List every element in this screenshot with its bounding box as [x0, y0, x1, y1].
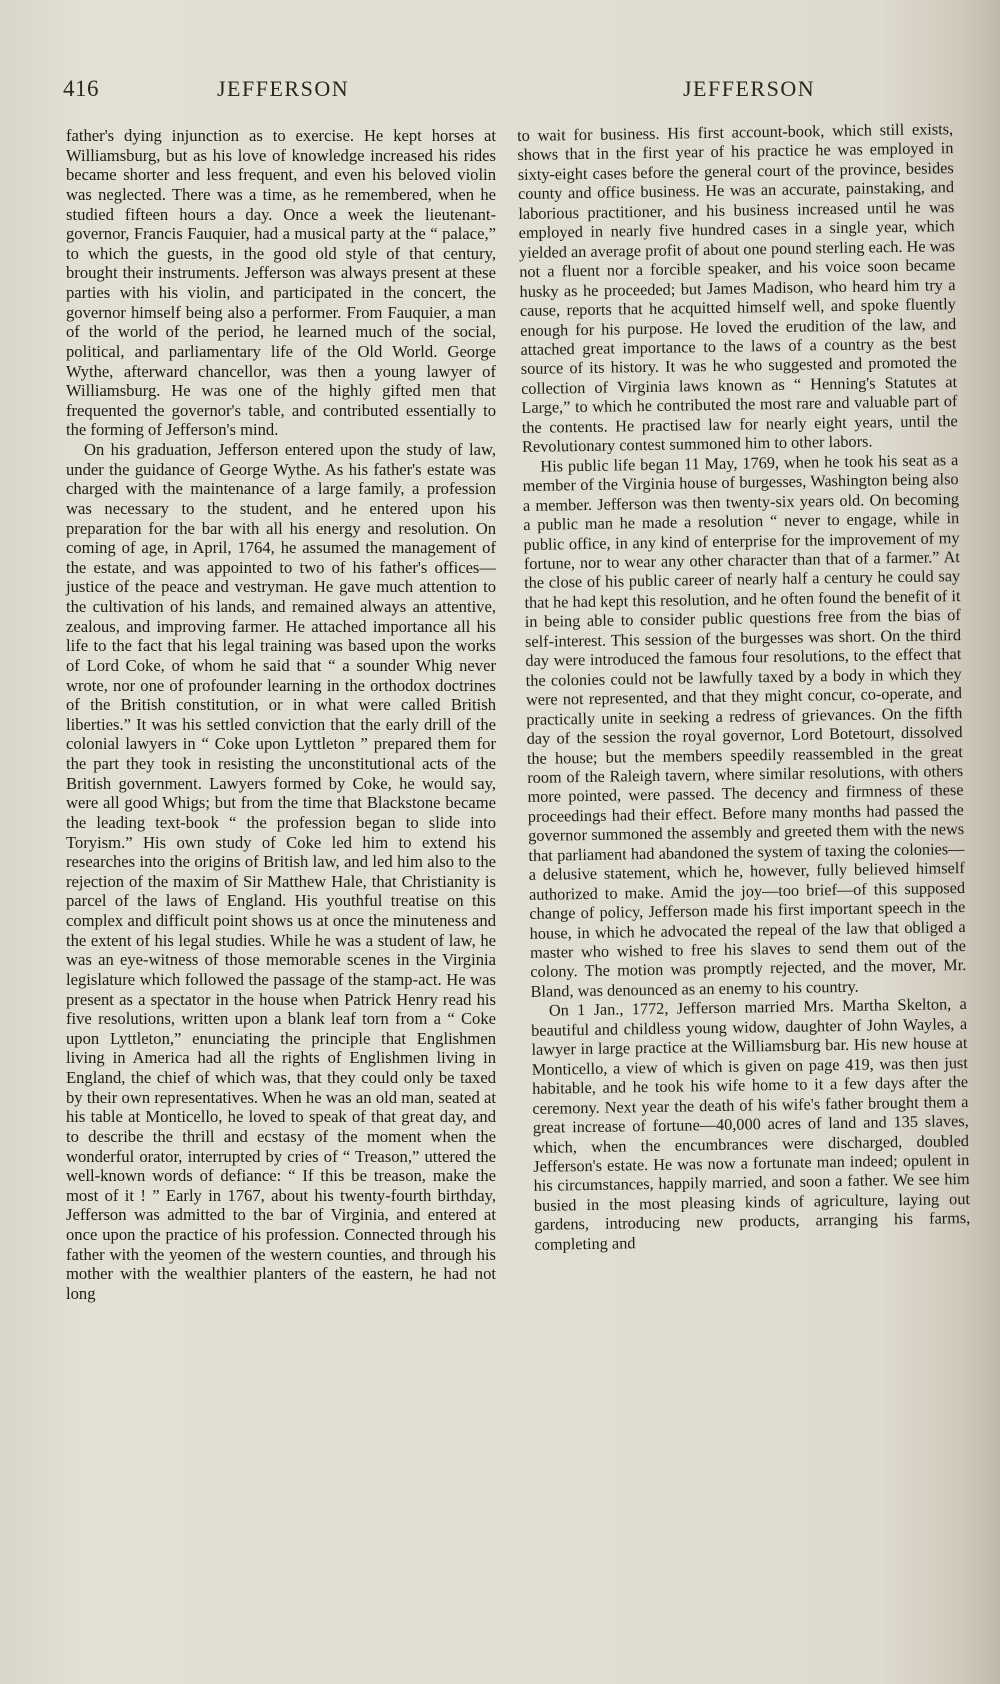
- left-text-column: [66, 126, 496, 1304]
- running-head-right: JEFFERSON: [683, 76, 816, 101]
- page-number: 416: [63, 76, 99, 101]
- right-paragraph-3: On 1 Jan., 1772, Jefferson married Mrs. Martha Skelton, a beautiful and childless young widow, daughter of John Wayles, a lawyer in large practice at the Williamsburg bar. His new house at Monticello, a view of which is given on page 419, was then just habitable, and he took his wife home to it a few days after the ceremony. Next year the death of his wife's father brought them a great increase of fortune—40,000 acres of land and 135 slaves, which, when the encumbrances were discharged, doubled Jefferson's estate. He was now a fortunate man indeed; opulent in his circumstances, happily married, and soon a father. We see him busied in the most pleasing kinds of agriculture, laying out gardens, introducing new products, arranging his farms, completing and: [531, 994, 971, 1254]
- right-paragraph-1: to wait for business. His first account-book, which still exists, shows that in the first year of his practice he was employed in sixty-eight cases before the general court of the province, besides county and office business. He was an accurate, painstaking, and laborious practitioner, and his business increased until he was employed in nearly five hundred cases in a single year, which yielded an average profit of about one pound sterling each. He was not a fluent nor a forcible speaker, and his voice soon became husky as he proceeded; but James Madison, who heard him try a cause, reports that he acquitted himself well, and spoke fluently enough for his purpose. He loved the erudition of the law, and attached great importance to the laws of a country as the best source of its history. It was he who suggested and promoted the collection of Virginia laws known as “ Henning's Statutes at Large,” to which he contributed the most rare and valuable part of the contents. He practised law for nearly eight years, until the Revolutionary contest summoned him to other labors.: [517, 119, 958, 457]
- left-paragraph-2: On his graduation, Jefferson entered upon the study of law, under the guidance of George Wythe. As his father's estate was charged with the maintenance of a large family, a profession was necessary to the student, and he entered upon his preparation for the bar with all his energy and resolution. On coming of age, in April, 1764, he assumed the management of the estate, and was appointed to two of his father's offices—justice of the peace and vestryman. He gave much attention to the cultivation of his lands, and remained always an attentive, zealous, and improving farmer. He attached importance all his life to the fact that his legal training was based upon the works of Lord Coke, of whom he said that “ a sounder Whig never wrote, nor one of profounder learning in the orthodox doctrines of the British constitution, or in what were called British liberties.” It was his settled conviction that the early drill of the colonial lawyers in “ Coke upon Lyttleton ” prepared them for the part they took in resisting the unconstitutional acts of the British government. Lawyers formed by Coke, he would say, were all good Whigs; but from the time that Blackstone became the leading text-book “ the profession began to slide into Toryism.” His own study of Coke led him to extend his researches into the origins of British law, and led him also to the rejection of the maxim of Sir Matthew Hale, that Christianity is parcel of the laws of England. His youthful treatise on this complex and difficult point shows us at once the minuteness and the extent of his legal studies. While he was a student of law, he was an eye-witness of those memorable scenes in the Virginia legislature which followed the passage of the stamp-act. He was present as a spectator in the house when Patrick Henry read his five resolutions, written upon a blank leaf torn from a “ Coke upon Lyttleton,” enunciating the principle that Englishmen living in America had all the rights of Englishmen living in England, the chief of which was, that they could only be taxed by their own representatives. When he was an old man, seated at his table at Monticello, he loved to speak of that great day, and to describe the thrill and ecstasy of the moment when the wonderful orator, interrupted by cries of “ Treason,” uttered the well-known words of defiance: “ If this be treason, make the most of it ! ” Early in 1767, about his twenty-fourth birthday, Jefferson was admitted to the bar of Virginia, and entered at once upon the practice of his profession. Connected through his father with the yeomen of the western counties, and through his mother with the wealthier planters of the eastern, he had not long: [66, 440, 496, 1303]
- running-head-left: JEFFERSON: [217, 76, 350, 101]
- right-paragraph-2: His public life began 11 May, 1769, when he took his seat as a member of the Virginia house of burgesses, Washington being also a member. Jefferson was then twenty-six years old. On becoming a public man he made a resolution “ never to engage, while in public office, in any kind of enterprise for the improvement of my fortune, nor to wear any other character than that of a farmer.” At the close of his public career of nearly half a century he could say that he had kept this resolution, and he often found the benefit of it in being able to consider public questions free from the bias of self-interest. This session of the burgesses was short. On the third day were introduced the famous four resolutions, to the effect that the colonies could not be lawfully taxed by a body in which they were not represented, and that they might concur, co-operate, and practically unite in seeking a redress of grievances. On the fifth day of the session the royal governor, Lord Botetourt, dissolved the house; but the members speedily reassembled in the great room of the Raleigh tavern, where similar resolutions, with others more pointed, were passed. The decency and firmness of these proceedings had their effect. Before many months had passed the governor summoned the assembly and greeted them with the news that parliament had abandoned the system of taxing the colonies—a delusive statement, which he, however, fully believed himself authorized to make. Amid the joy—too brief—of this supposed change of policy, Jefferson made his first important speech in the house, in which he advocated the repeal of the law that obliged a master who wished to free his slaves to send them out of the colony. The motion was promptly rejected, and the mover, Mr. Bland, was denounced as an enemy to his country.: [522, 449, 967, 1001]
- right-text-column: [517, 119, 971, 1254]
- left-paragraph-1: father's dying injunction as to exercise. He kept horses at Williamsburg, but as his love of knowledge increased his rides became shorter and less frequent, and even his beloved violin was neglected. There was a time, as he remembered, when he studied fifteen hours a day. Once a week the lieutenant-governor, Francis Fauquier, had a musical party at the “ palace,” to which the guests, in the good old style of that century, brought their instruments. Jefferson was always present at these parties with his violin, and participated in the concert, the governor himself being also a performer. From Fauquier, a man of the world of the period, he learned much of the social, political, and parliamentary life of the Old World. George Wythe, afterward chancellor, was then a young lawyer of Williamsburg. He was one of the highly gifted men that frequented the governor's table, and contributed essentially to the forming of Jefferson's mind.: [66, 126, 496, 440]
